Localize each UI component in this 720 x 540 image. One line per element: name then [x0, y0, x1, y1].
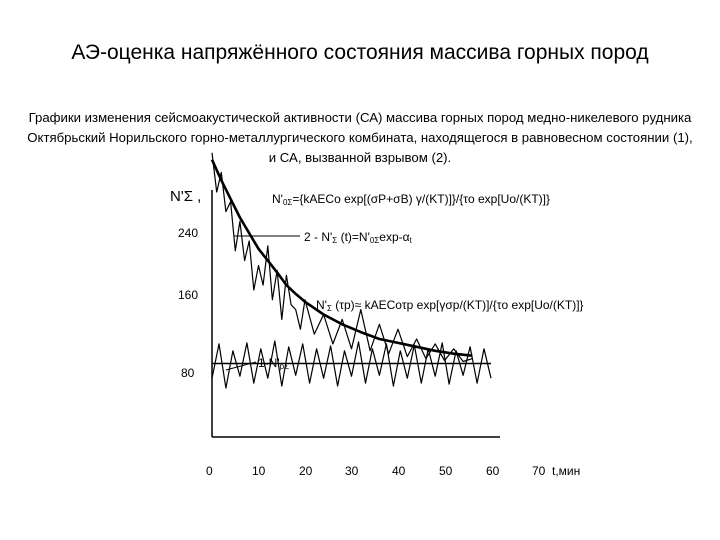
curve2-b: (t)=N': [337, 230, 370, 244]
x-tick-label: 0: [206, 464, 213, 478]
curve1-sub: pΣ: [279, 362, 290, 371]
formula-n0: [272, 192, 550, 207]
equil-b: (τp)≈ kAECoτp exp[γσp/(KT)]/{τo exp[Uo/(KT)]}: [331, 298, 584, 312]
y-tick-label: 160: [178, 288, 199, 302]
slide-subtitle: Графики изменения сейсмоакустической активности (СА) массива горных пород медно-никелевого рудника Октябрьский Норильского горно-металлургического комбината, находящегося в равновесном состоянии (1), и СА, вызванной взрывом (2).: [27, 110, 693, 165]
x-tick-label: 70: [532, 464, 546, 478]
x-tick-label: 50: [439, 464, 453, 478]
equilibrium-formula: [316, 298, 584, 313]
curve-2-label: [304, 230, 412, 245]
curve2-sub2: 0Σ: [369, 236, 380, 245]
equil-a: N': [316, 298, 327, 312]
noisy-record-line: [212, 153, 472, 362]
x-tick-label: 20: [299, 464, 313, 478]
y-tick-label: 80: [181, 366, 195, 380]
x-tick-label: 30: [345, 464, 359, 478]
formula-n0-b: ={kAECo exp[(σP+σB) γ/(KT)]}/{τo exp[Uo/(KT)]}: [292, 192, 551, 206]
x-axis-label: t,мин: [552, 464, 581, 478]
curve-1-label: [258, 356, 289, 371]
curve2-c: exp-α: [379, 230, 410, 244]
y-tick-label: 240: [178, 226, 199, 240]
y-axis-label: N'Σ ,: [170, 188, 202, 205]
curve2-a: 2 - N': [304, 230, 333, 244]
curve2-sub3: t: [409, 236, 412, 245]
slide-title: АЭ-оценка напряжённого состояния массива горных пород: [71, 41, 649, 64]
equil-sub: Σ: [326, 304, 332, 313]
curve2-sub: Σ: [332, 236, 338, 245]
x-tick-label: 40: [392, 464, 406, 478]
formula-n0-sub: 0Σ: [282, 198, 293, 207]
curve1-a: 1-N': [258, 356, 280, 370]
formula-n0-a: N': [272, 192, 283, 206]
x-tick-label: 10: [252, 464, 266, 478]
x-tick-label: 60: [486, 464, 500, 478]
